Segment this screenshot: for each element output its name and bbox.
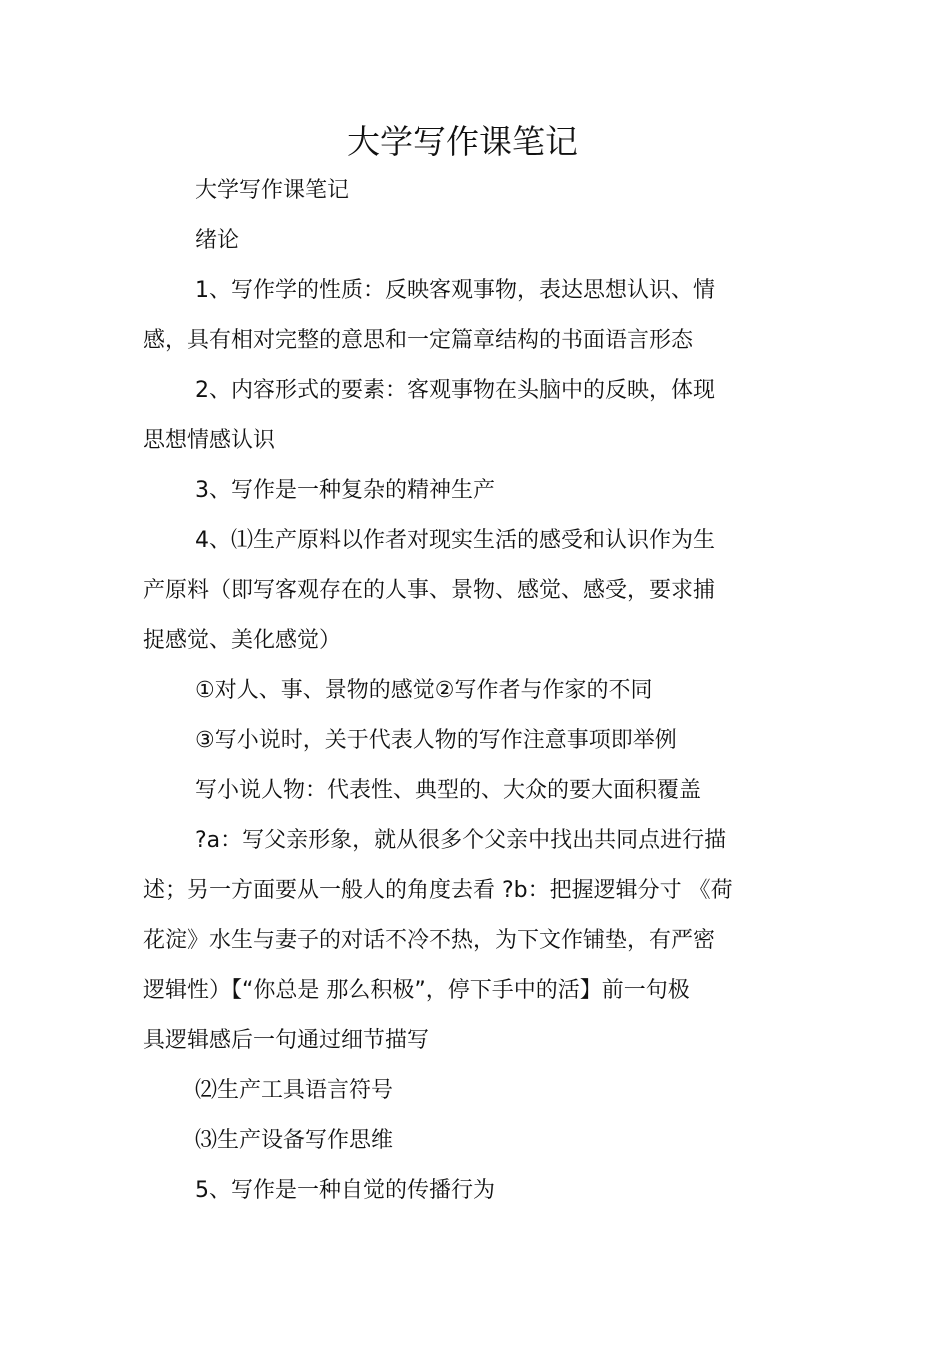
paragraph-line: 4、⑴生产原料以作者对现实生活的感受和认识作为生 xyxy=(195,528,715,553)
paragraph-line: ③写小说时，关于代表人物的写作注意事项即举例 xyxy=(195,728,677,753)
paragraph-line: 逻辑性）【“你总是 那么积极”，停下手中的活】前一句极 xyxy=(143,978,690,1003)
paragraph-line: ⑵生产工具语言符号 xyxy=(195,1078,394,1103)
paragraph-line: 具逻辑感后一句通过细节描写 xyxy=(143,1028,430,1053)
document-title: 大学写作课笔记 xyxy=(347,122,578,161)
paragraph-line: ①对人、事、景物的感觉②写作者与作家的不同 xyxy=(195,678,653,703)
paragraph-line: 5、写作是一种自觉的传播行为 xyxy=(195,1178,495,1203)
paragraph-line: 2、内容形式的要素：客观事物在头脑中的反映，体现 xyxy=(195,378,715,403)
paragraph-line: ⑶生产设备写作思维 xyxy=(195,1128,394,1153)
paragraph-line: 思想情感认识 xyxy=(143,428,276,453)
paragraph-line: 述；另一方面要从一般人的角度去看 ?b：把握逻辑分寸 《荷 xyxy=(143,878,733,903)
paragraph-line: 花淀》水生与妻子的对话不冷不热，为下文作铺垫，有严密 xyxy=(143,928,716,953)
paragraph-line: 捉感觉、美化感觉） xyxy=(143,628,342,653)
paragraph-line: 产原料（即写客观存在的人事、景物、感觉、感受，要求捕 xyxy=(143,578,716,603)
paragraph-line: 感，具有相对完整的意思和一定篇章结构的书面语言形态 xyxy=(143,328,694,353)
paragraph-line: 写小说人物：代表性、典型的、大众的要大面积覆盖 xyxy=(195,778,702,803)
paragraph-line: 1、写作学的性质：反映客观事物，表达思想认识、情 xyxy=(195,278,715,303)
subtitle-line: 大学写作课笔记 xyxy=(195,178,350,203)
paragraph-line: ?a：写父亲形象，就从很多个父亲中找出共同点进行描 xyxy=(195,828,727,853)
paragraph-line: 3、写作是一种复杂的精神生产 xyxy=(195,478,495,503)
section-heading: 绪论 xyxy=(195,228,240,253)
